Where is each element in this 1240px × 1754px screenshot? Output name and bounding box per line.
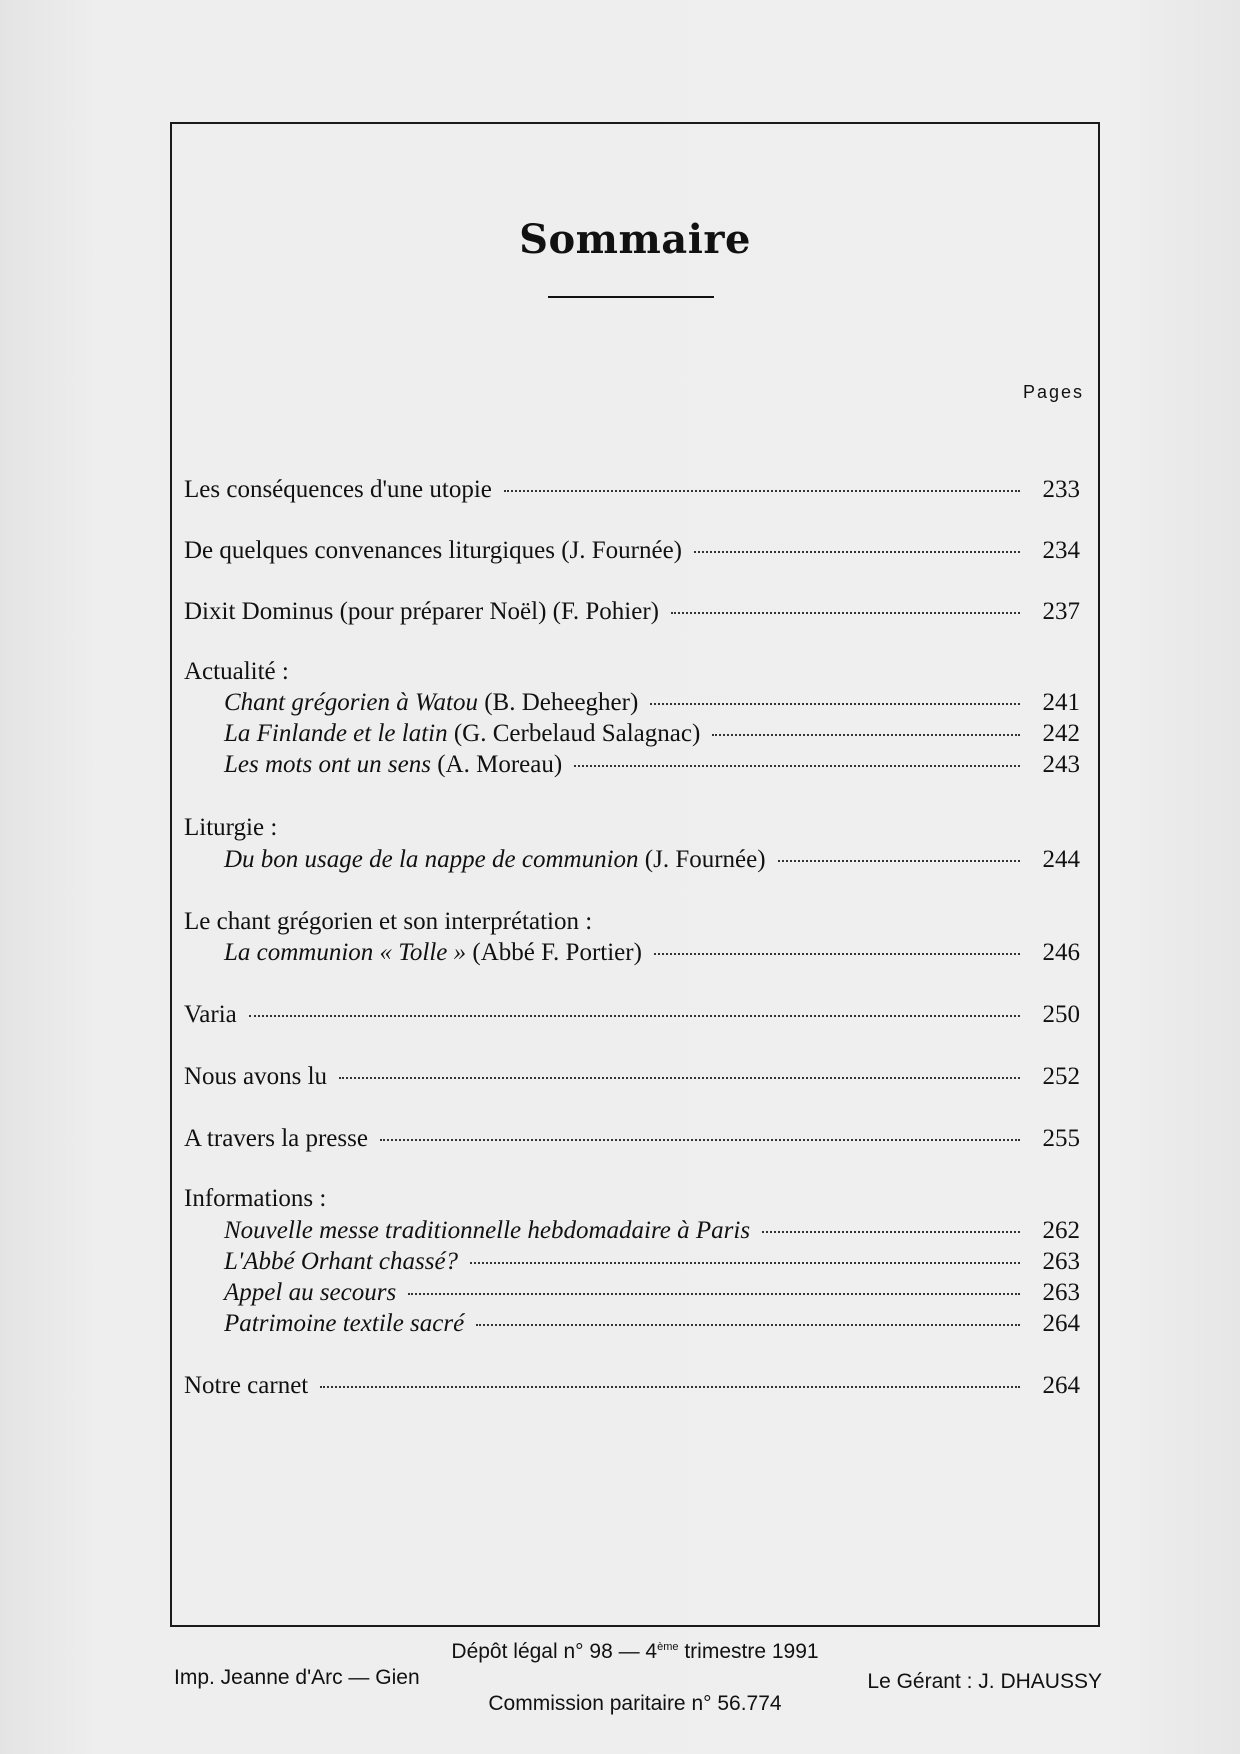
toc-page-number: 233 <box>1042 476 1080 503</box>
leader-dots <box>671 612 1020 614</box>
toc-entry-messe[interactable] <box>224 1217 1080 1251</box>
page-title: Sommaire <box>519 216 751 263</box>
toc-page-number: 234 <box>1042 537 1080 564</box>
leader-dots <box>320 1386 1020 1388</box>
contents-frame <box>170 122 1100 1627</box>
article-title: Nouvelle messe traditionnelle hebdomadaire à Paris <box>224 1217 751 1244</box>
leader-dots <box>574 765 1020 767</box>
section-informations: Informations : <box>184 1185 327 1212</box>
toc-entry-title: Varia <box>184 1001 237 1028</box>
toc-page-number: 250 <box>1042 1001 1080 1028</box>
gerant: Le Gérant : J. DHAUSSY <box>867 1670 1102 1693</box>
leader-dots <box>476 1324 1020 1326</box>
article-title: Chant grégorien à Watou <box>224 689 478 716</box>
toc-entry-convenances[interactable] <box>184 537 1080 571</box>
toc-entry-presse[interactable] <box>184 1125 1080 1159</box>
leader-dots <box>762 1231 1020 1233</box>
leader-dots <box>654 953 1020 955</box>
leader-dots <box>408 1293 1020 1295</box>
section-chant: Le chant grégorien et son interprétation : <box>184 908 593 935</box>
article-author: (Abbé F. Portier) <box>466 939 642 966</box>
article-title: Appel au secours <box>224 1279 397 1306</box>
toc-entry-textile[interactable] <box>224 1310 1080 1344</box>
section-actualite: Actualité : <box>184 658 289 685</box>
toc-entry-secours[interactable] <box>224 1279 1080 1313</box>
toc-entry-mots[interactable] <box>224 751 1080 785</box>
toc-entry-title: Notre carnet <box>184 1372 309 1399</box>
article-title: L'Abbé Orhant chassé? <box>224 1248 459 1275</box>
article-title: Patrimoine textile sacré <box>224 1310 465 1337</box>
title-underline <box>548 296 714 298</box>
pages-column-label: Pages <box>1022 382 1084 402</box>
article-title: La Finlande et le latin <box>224 720 448 747</box>
depot-legal <box>170 1640 1100 1664</box>
leader-dots <box>694 551 1020 553</box>
toc-entry-varia[interactable] <box>184 1001 1080 1035</box>
toc-page-number: 246 <box>1042 939 1080 966</box>
leader-dots <box>650 703 1020 705</box>
toc-page-number: 263 <box>1042 1248 1080 1275</box>
toc-entry-finlande[interactable] <box>224 720 1080 754</box>
toc-page-number: 252 <box>1042 1063 1080 1090</box>
toc-entry-title: Nous avons lu <box>184 1063 328 1090</box>
toc-entry-carnet[interactable] <box>184 1372 1080 1406</box>
leader-dots <box>380 1139 1020 1141</box>
imprimeur: Imp. Jeanne d'Arc — Gien <box>174 1666 420 1689</box>
section-liturgie: Liturgie : <box>184 814 278 841</box>
depot-legal-text: Dépôt légal n° 98 — 4 <box>451 1640 658 1663</box>
toc-page-number: 244 <box>1042 846 1080 873</box>
toc-entry-dixit[interactable] <box>184 598 1080 632</box>
toc-page-number: 243 <box>1042 751 1080 778</box>
article-title: La communion « Tolle » <box>224 939 467 966</box>
toc-entry-tolle[interactable] <box>224 939 1080 973</box>
commission-paritaire: Commission paritaire n° 56.774 <box>488 1692 782 1715</box>
leader-dots <box>712 734 1020 736</box>
toc-page-number: 241 <box>1042 689 1080 716</box>
leader-dots <box>339 1077 1020 1079</box>
toc-page-number: 264 <box>1042 1310 1080 1337</box>
article-title: Du bon usage de la nappe de communion <box>224 846 639 873</box>
article-author: (B. Deheegher) <box>477 689 639 716</box>
toc-page-number: 263 <box>1042 1279 1080 1306</box>
article-author: (A. Moreau) <box>430 751 563 778</box>
article-author: (G. Cerbelaud Salagnac) <box>447 720 701 747</box>
leader-dots <box>778 860 1020 862</box>
leader-dots <box>504 490 1020 492</box>
article-title: Les mots ont un sens <box>224 751 431 778</box>
article-author: (J. Fournée) <box>638 846 766 873</box>
toc-entry-title: Les conséquences d'une utopie <box>184 476 492 503</box>
toc-entry-orhant[interactable] <box>224 1248 1080 1282</box>
toc-page-number: 255 <box>1042 1125 1080 1152</box>
leader-dots <box>470 1262 1020 1264</box>
toc-entry-title: A travers la presse <box>184 1125 368 1152</box>
toc-page-number: 264 <box>1042 1372 1080 1399</box>
toc-page-number: 262 <box>1042 1217 1080 1244</box>
toc-entry-title: De quelques convenances liturgiques (J. Fournée) <box>184 537 683 564</box>
toc-entry-watou[interactable] <box>224 689 1080 723</box>
depot-legal-trimestre: trimestre 1991 <box>678 1640 819 1663</box>
toc-entry-nous-avons-lu[interactable] <box>184 1063 1080 1097</box>
leader-dots <box>249 1015 1020 1017</box>
depot-legal-ordinal: ème <box>657 1641 679 1653</box>
toc-entry-nappe[interactable] <box>224 846 1080 880</box>
toc-entry-title: Dixit Dominus (pour préparer Noël) (F. Pohier) <box>184 598 659 625</box>
toc-entry-utopie[interactable] <box>184 476 1080 510</box>
toc-page-number: 237 <box>1042 598 1080 625</box>
toc-page-number: 242 <box>1042 720 1080 747</box>
